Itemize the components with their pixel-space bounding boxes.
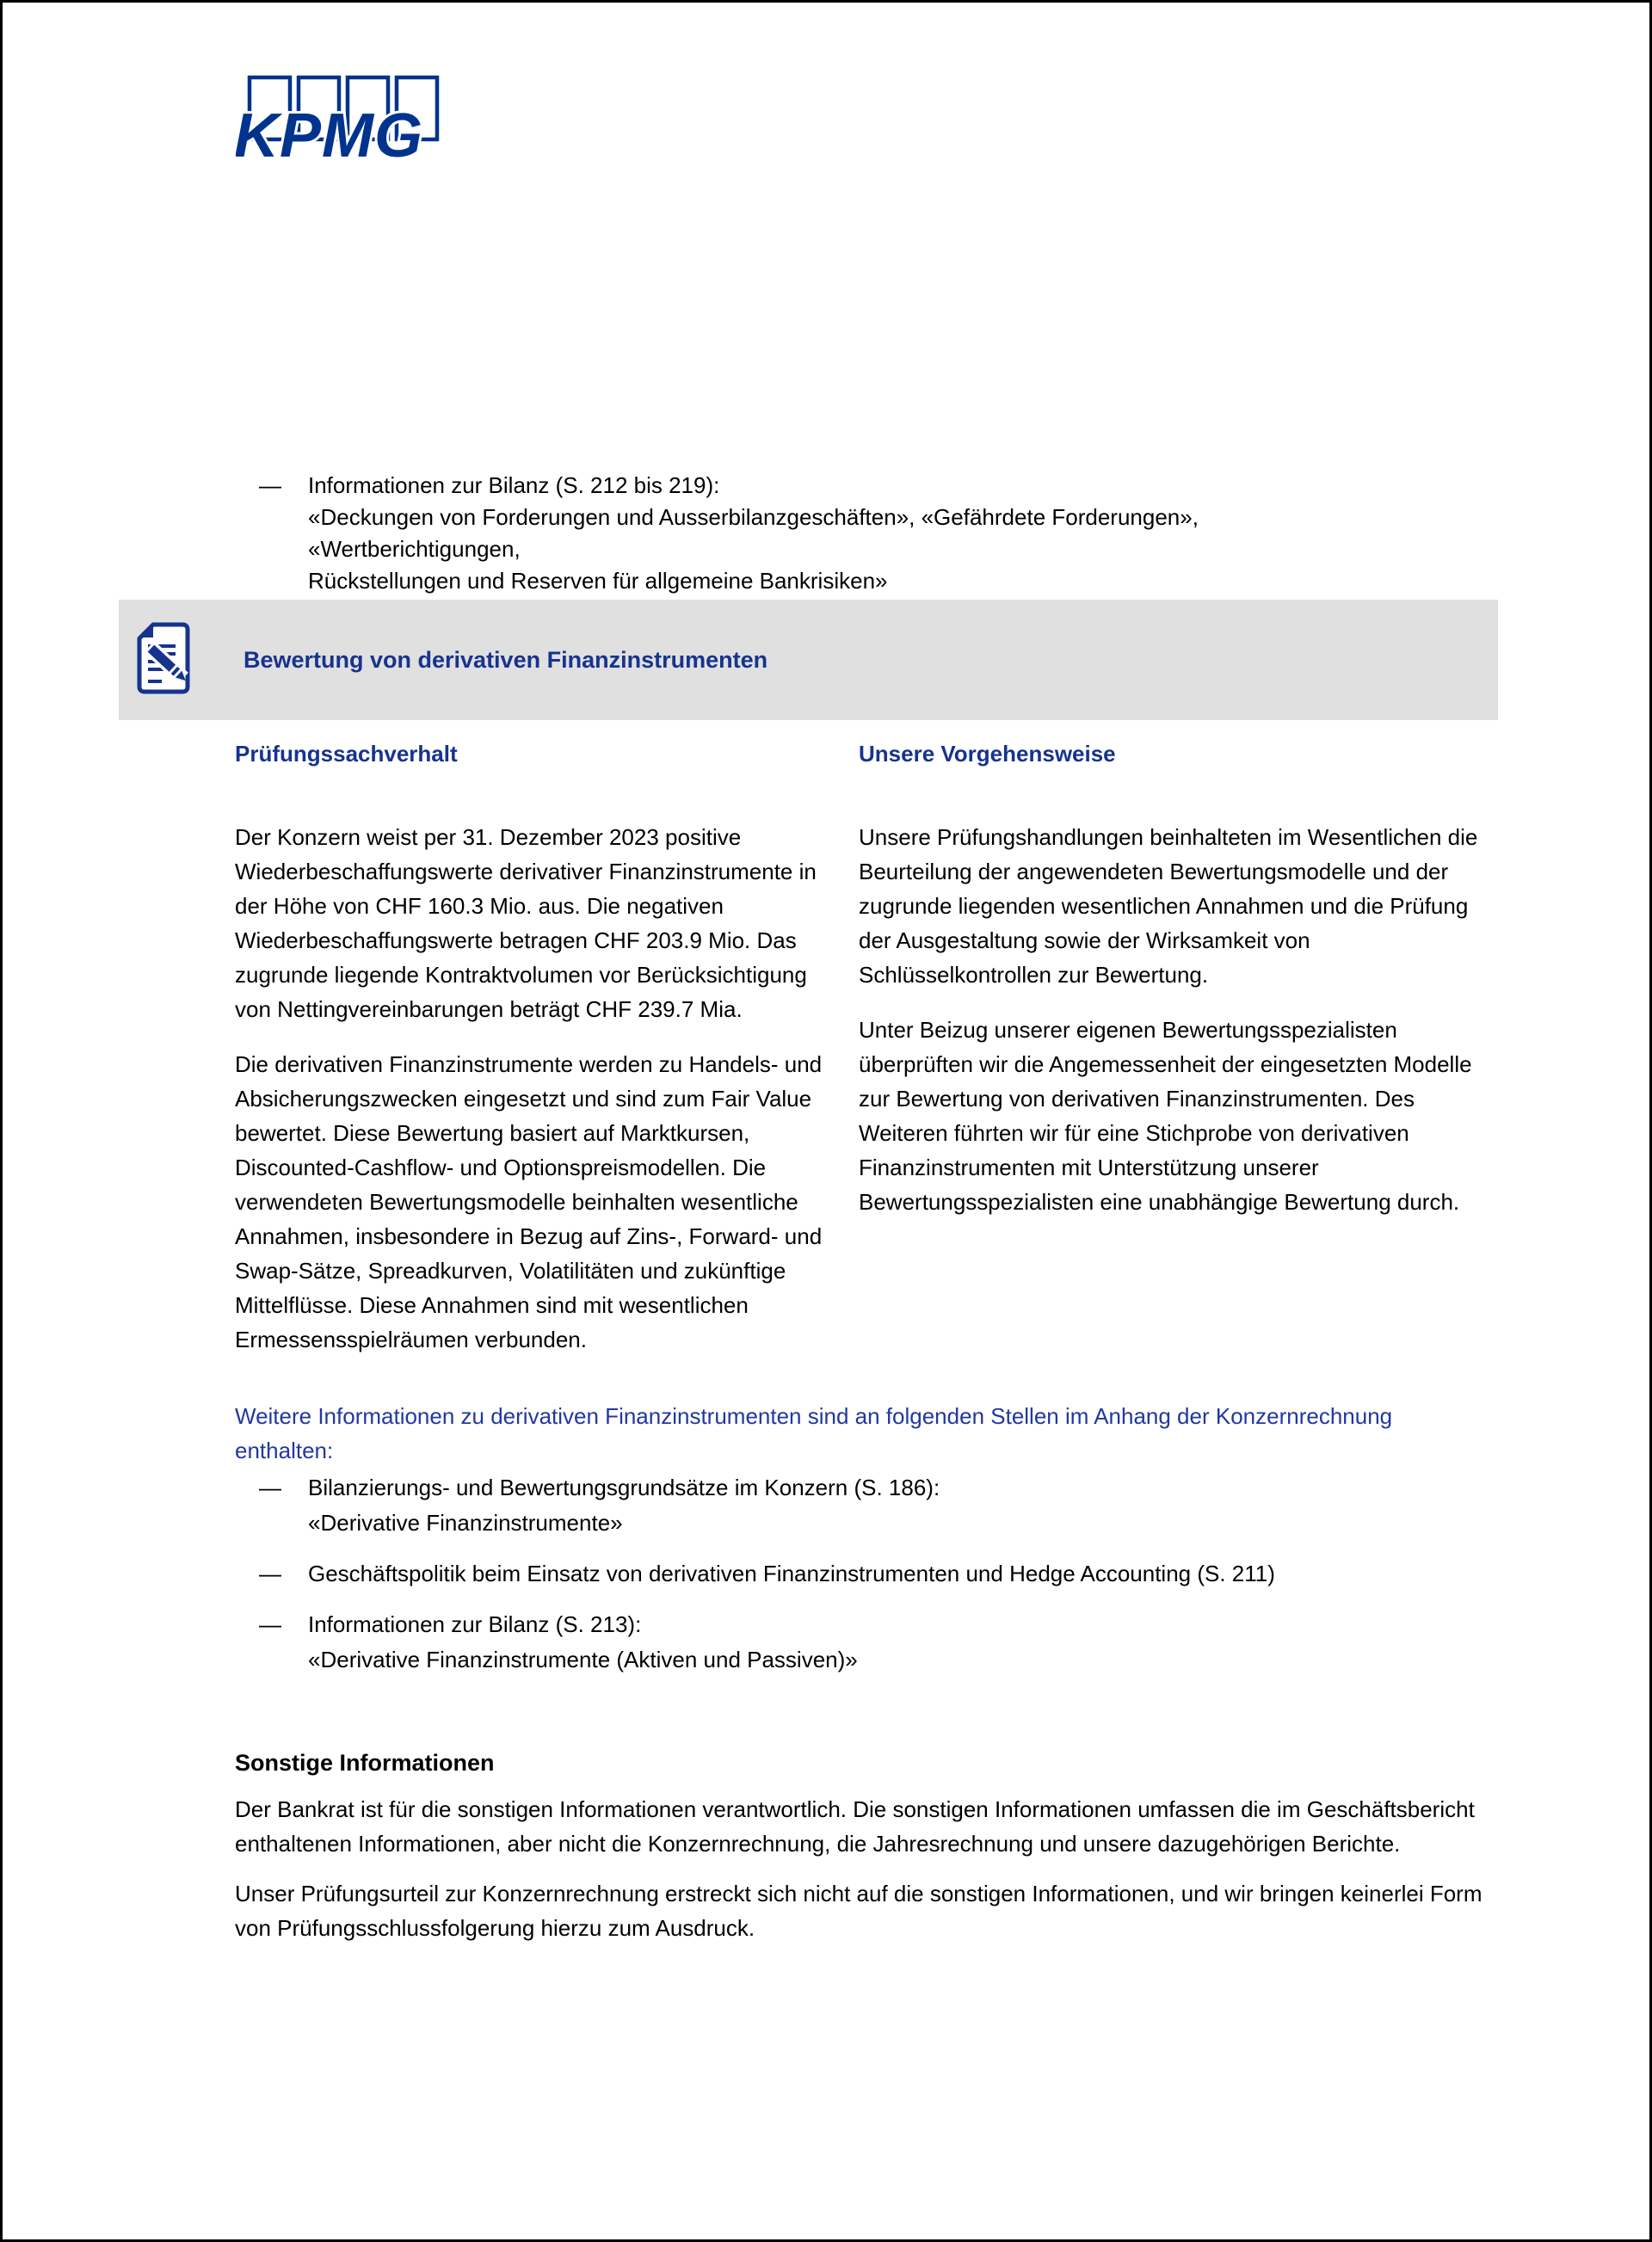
other-information-paragraph-2: Unser Prüfungsurteil zur Konzernrechnung erstreckt sich nicht auf die sonstigen Informationen, und wir bringen keinerlei Form von Prüfungsschlussfolgerung hierzu zum Ausdruck. (235, 1881, 1482, 1941)
list-item-line: Informationen zur Bilanz (S. 213): (308, 1611, 642, 1637)
list-item-line: Geschäftspolitik beim Einsatz von derivativen Finanzinstrumenten und Hedge Accounting (S. 211) (308, 1561, 1275, 1586)
list-item-line: «Deckungen von Forderungen und Ausserbilanzgeschäften», «Gefährdete Forderungen», «Wertberichtigungen, (308, 504, 1199, 562)
audit-matter-paragraph-1: Der Konzern weist per 31. Dezember 2023 positive Wiederbeschaffungswerte derivativer Finanzinstrumente in der Höhe von CHF 160.3 Mio. aus. Die negativen Wiederbeschaffungswerte betragen CHF 203.9 Mio. Das zugrunde liegende Kontraktvolumen vor Berücksichtigung von Nettingvereinbarungen beträgt CHF 239.7 Mia. (235, 824, 817, 1022)
document-pencil-icon (136, 622, 191, 694)
list-item-line: «Derivative Finanzinstrumente (Aktiven und Passiven)» (308, 1647, 858, 1672)
bilanz-info-list (259, 470, 1403, 597)
kpmg-logo-text: KPMG (236, 102, 423, 163)
kpmg-logo-icon (236, 73, 442, 163)
list-item-line: Rückstellungen und Reserven für allgemeine Bankrisiken» (308, 568, 888, 594)
list-item-line: «Derivative Finanzinstrumente» (308, 1510, 623, 1536)
other-information-heading: Sonstige Informationen (235, 1750, 495, 1776)
list-item (259, 470, 1403, 597)
key-audit-matter-banner (119, 600, 1498, 720)
other-information-paragraph-1: Der Bankrat ist für die sonstigen Informationen verantwortlich. Die sonstigen Informationen umfassen die im Geschäftsbericht enthaltenen Informationen, aber nicht die Konzernrechnung, die Jahresrechnung und unsere dazugehörigen Berichte. (235, 1796, 1475, 1857)
further-info-list (259, 1470, 1446, 1678)
key-audit-matter-title: Bewertung von derivativen Finanzinstrumenten (243, 646, 768, 673)
list-item-line: Bilanzierungs- und Bewertungsgrundsätze im Konzern (S. 186): (308, 1475, 940, 1500)
list-item (259, 1556, 1446, 1592)
kpmg-logo (236, 73, 442, 163)
column-header-our-approach: Unsere Vorgehensweise (859, 741, 1116, 767)
list-item (259, 1470, 1446, 1541)
our-approach-column (859, 820, 1480, 1219)
our-approach-paragraph-2: Unter Beizug unserer eigenen Bewertungsspezialisten überprüften wir die Angemessenheit der eingesetzten Modelle zur Bewertung von derivativen Finanzinstrumenten. Des Weiteren führten wir für eine Stichprobe von derivativen Finanzinstrumenten mit Unterstützung unserer Bewertungsspezialisten eine unabhängige Bewertung durch. (859, 1017, 1472, 1215)
list-dash: — (259, 1611, 281, 1637)
list-item-line: Informationen zur Bilanz (S. 212 bis 219): (308, 472, 720, 498)
our-approach-paragraph-1: Unsere Prüfungshandlungen beinhalteten im Wesentlichen die Beurteilung der angewendeten Bewertungsmodelle und der zugrunde liegenden wesentlichen Annahmen und die Prüfung der Ausgestaltung sowie der Wirksamkeit von Schlüsselkontrollen zur Bewertung. (859, 824, 1478, 988)
list-dash: — (259, 1475, 281, 1500)
column-header-audit-matter: Prüfungssachverhalt (235, 741, 458, 767)
audit-matter-paragraph-2: Die derivativen Finanzinstrumente werden zu Handels- und Absicherungszwecken eingesetzt und sind zum Fair Value bewertet. Diese Bewertung basiert auf Marktkursen, Discounted-Cashflow- und Optionspreismodellen. Die verwendeten Bewertungsmodelle beinhalten wesentliche Annahmen, insbesondere in Bezug auf Zins-, Forward- und Swap-Sätze, Spreadkurven, Volatilitäten und zukünftige Mittelflüsse. Diese Annahmen sind mit wesentlichen Ermessensspielräumen verbunden. (235, 1051, 823, 1352)
list-dash: — (259, 472, 281, 498)
further-info-intro: Weitere Informationen zu derivativen Finanzinstrumenten sind an folgenden Stellen im Anhang der Konzernrechnung enthalten: (235, 1403, 1393, 1463)
list-dash: — (259, 1561, 281, 1586)
audit-matter-column (235, 820, 830, 1357)
list-item (259, 1607, 1446, 1678)
